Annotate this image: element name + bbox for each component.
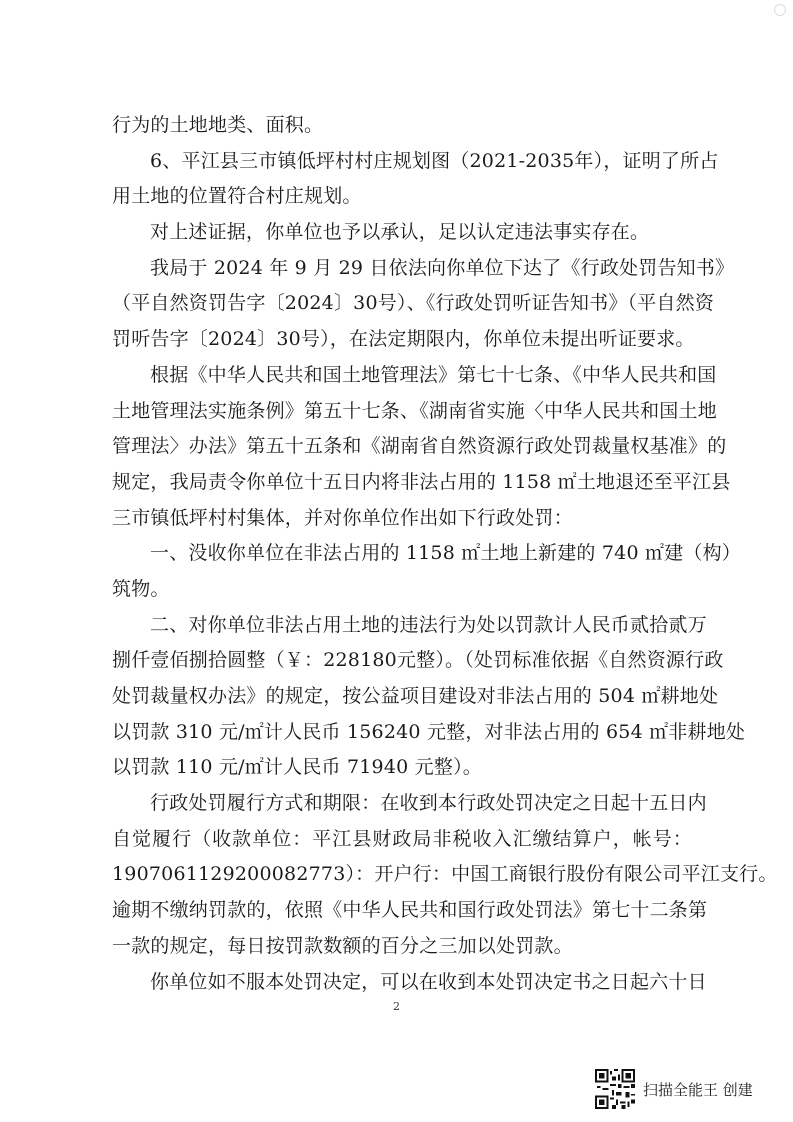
corner-mark <box>774 4 786 16</box>
text-line: 我局于 2024 年 9 月 29 日依法向你单位下达了《行政处罚告知书》 <box>150 256 735 279</box>
text-line: 二、对你单位非法占用土地的违法行为处以罚款计人民币贰拾贰万 <box>150 613 707 636</box>
text-line: 以罚款 310 元/㎡计人民币 156240 元整，对非法占用的 654 ㎡非耕地处 <box>112 720 746 743</box>
text-line: 你单位如不服本处罚决定，可以在收到本处罚决定书之日起六十日 <box>150 970 707 993</box>
text-line: 捌仟壹佰捌拾圆整（￥：228180元整）。（处罚标准依据《自然资源行政 <box>112 649 724 672</box>
text-line: （平自然资罚告字〔2024〕30号）、《行政处罚听证告知书》（平自然资 <box>112 292 715 315</box>
text-line: 对上述证据，你单位也予以承认，足以认定违法事实存在。 <box>150 221 650 244</box>
text-line: 逾期不缴纳罚款的，依照《中华人民共和国行政处罚法》第七十二条第 <box>112 899 708 922</box>
text-line: 自觉履行（收款单位：平江县财政局非税收入汇缴结算户，帐号： <box>112 827 692 850</box>
scanner-watermark <box>595 1065 785 1113</box>
text-line: 用土地的位置符合村庄规划。 <box>112 185 362 208</box>
text-line: 筑物。 <box>112 577 170 600</box>
text-line: 一款的规定，每日按罚款数额的百分之三加以处罚款。 <box>112 934 573 957</box>
text-line: 根据《中华人民共和国土地管理法》第七十七条、《中华人民共和国 <box>150 363 717 386</box>
scanner-brand-text: 扫描全能王 创建 <box>643 1080 753 1099</box>
text-line: 6、平江县三市镇低坪村村庄规划图（2021-2035年），证明了所占 <box>150 149 719 172</box>
text-line: 土地管理法实施条例》第五十七条、《湖南省实施〈中华人民共和国土地 <box>112 399 717 422</box>
document-body <box>112 108 778 1000</box>
text-line: 1907061129200082773）：开户行：中国工商银行股份有限公司平江支行。 <box>112 863 778 886</box>
text-line: 行政处罚履行方式和期限：在收到本行政处罚决定之日起十五日内 <box>150 792 707 815</box>
text-line: 规定，我局责令你单位十五日内将非法占用的 1158 ㎡土地退还至平江县 <box>112 470 731 493</box>
text-line: 罚听告字〔2024〕30号），在法定期限内，你单位未提出听证要求。 <box>112 328 695 351</box>
text-line: 以罚款 110 元/㎡计人民币 71940 元整）。 <box>112 756 482 779</box>
text-line: 处罚裁量权办法》的规定，按公益项目建设对非法占用的 504 ㎡耕地处 <box>112 685 719 707</box>
text-line: 三市镇低坪村村集体，并对你单位作出如下行政处罚： <box>112 506 573 529</box>
qr-code-icon <box>595 1069 635 1109</box>
page-number: 2 <box>393 1000 400 1013</box>
text-line: 行为的土地地类、面积。 <box>112 114 324 136</box>
text-line: 管理法〉办法》第五十五条和《湖南省自然资源行政处罚裁量权基准》的 <box>112 435 727 458</box>
text-line: 一、没收你单位在非法占用的 1158 ㎡土地上新建的 740 ㎡建（构） <box>150 542 741 565</box>
